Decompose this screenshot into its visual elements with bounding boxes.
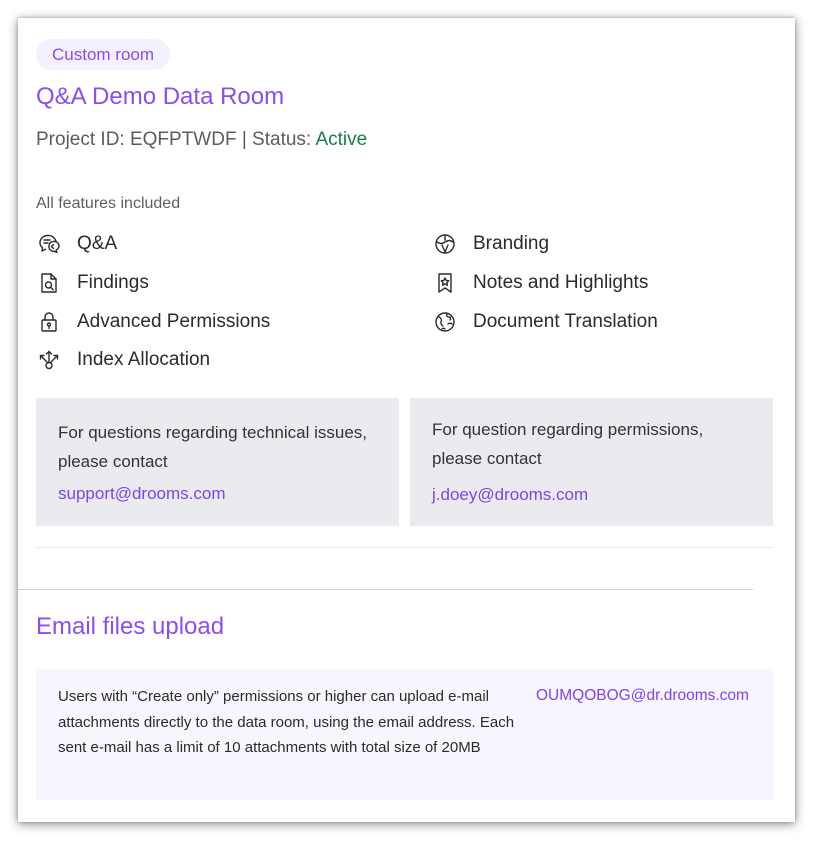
- data-room-card: [18, 18, 795, 822]
- lock-icon: [36, 309, 62, 335]
- chat-bubbles-icon: [36, 231, 62, 257]
- project-id-text: Project ID: EQFPTWDF | Status:: [36, 129, 316, 150]
- distribute-arrows-icon: [36, 347, 62, 373]
- document-search-icon: [36, 270, 62, 296]
- feature-findings: [36, 270, 149, 296]
- feature-label: Document Translation: [473, 311, 658, 332]
- palette-icon: [432, 231, 458, 257]
- feature-document-translation: [432, 309, 658, 335]
- feature-index-allocation: [36, 347, 210, 373]
- feature-advanced-permissions: [36, 309, 270, 335]
- permissions-email-link[interactable]: j.doey@drooms.com: [432, 485, 589, 504]
- globe-icon: [432, 309, 458, 335]
- status-value: Active: [315, 129, 368, 150]
- permissions-contact: [410, 398, 773, 526]
- support-email-link[interactable]: support@drooms.com: [58, 484, 226, 503]
- feature-label: Notes and Highlights: [473, 272, 649, 293]
- contact-text: For questions regarding technical issues, please contact: [58, 423, 367, 471]
- feature-notes-highlights: [432, 270, 648, 296]
- bookmark-star-icon: [432, 270, 458, 296]
- feature-label: Findings: [77, 272, 149, 293]
- section-divider: [18, 589, 753, 590]
- custom-room-badge: Custom room: [36, 39, 170, 70]
- room-title: Q&A Demo Data Room: [36, 83, 285, 110]
- feature-label: Advanced Permissions: [77, 311, 271, 332]
- project-info: [36, 128, 367, 152]
- features-heading: All features included: [36, 195, 181, 212]
- feature-label: Q&A: [77, 233, 118, 254]
- email-upload-title: Email files upload: [36, 613, 225, 640]
- feature-branding: [432, 231, 549, 257]
- feature-label: Branding: [473, 233, 550, 254]
- upload-email-address[interactable]: OUMQOBOG@dr.drooms.com: [536, 687, 749, 704]
- divider: [36, 547, 773, 548]
- feature-qa: [36, 231, 117, 257]
- contact-text: For question regarding permissions, please contact: [432, 420, 704, 468]
- feature-label: Index Allocation: [77, 349, 211, 370]
- email-upload-box: [36, 669, 773, 800]
- technical-support-contact: [36, 398, 399, 526]
- email-upload-description: Users with “Create only” permissions or higher can upload e-mail attachments directly to the data room, using the email address. Each sent e-mail has a limit of 10 attachments with total size of 20MB: [58, 688, 515, 756]
